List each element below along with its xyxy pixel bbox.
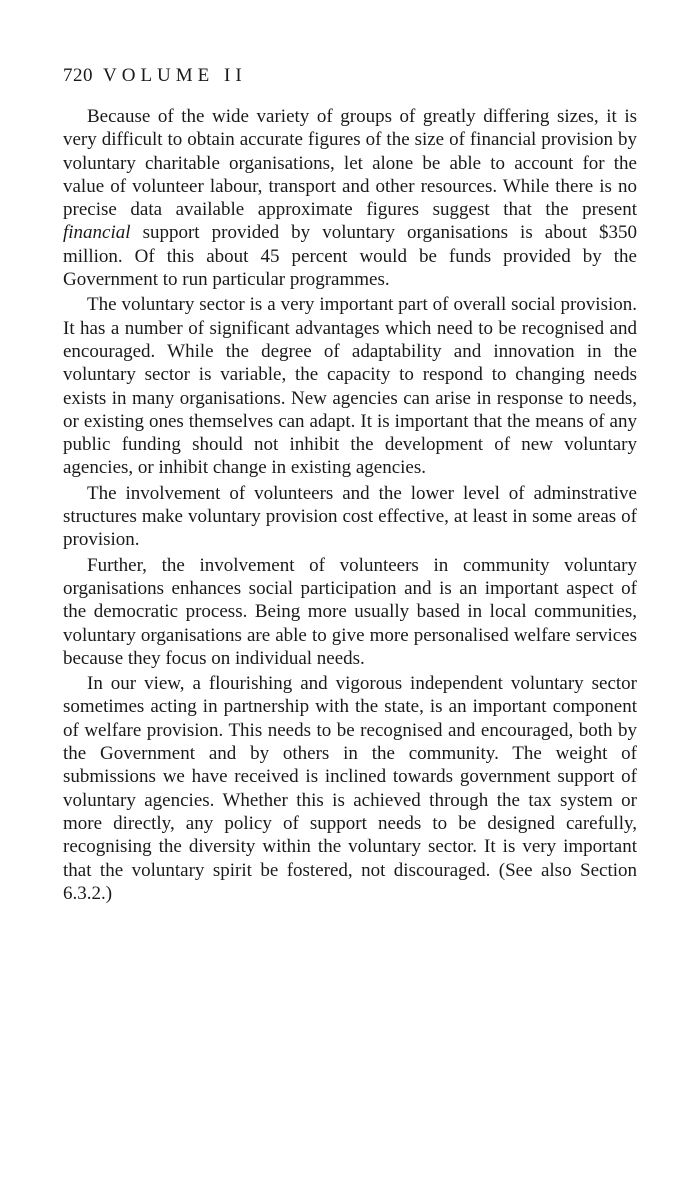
- paragraph-text: Because of the wide variety of groups of greatly differing sizes, it is very difficult to obtain accurate figures of the size of financial provision by voluntary charitable organisations, let alone be able to account for the value of volunteer labour, transport and other resources. While there is no precise data available approximate figures suggest that the present: [63, 106, 637, 221]
- paragraph-partnership-view: In our view, a flourishing and vigorous independent voluntary sector sometimes acting in partnership with the state, is an important component of welfare provision. This needs to be recognised and encouraged, both by the Government and by others in the community. The weight of submissions we have received is inclined towards government support of voluntary agencies. Whether this is achieved through the tax system or more directly, any policy of support needs to be designed carefully, recognising the diversity within the voluntary sector. It is very important that the voluntary spirit be fostered, not discouraged. (See also Section 6.3.2.): [63, 673, 637, 904]
- volume-label: VOLUME II: [103, 65, 247, 86]
- paragraph-voluntary-sector-importance: The voluntary sector is a very important part of overall social provision. It has a number of significant advantages which need to be recognised and encouraged. While the degree of adaptability and innovation in the voluntary sector is variable, the capacity to respond to changing needs exists in many organisations. New agencies can arise in response to needs, or existing ones themselves can adapt. It is important that the means of any public funding should not inhibit the development of new voluntary agencies, or inhibit change in existing agencies.: [63, 294, 637, 479]
- paragraph-social-participation: Further, the involvement of volunteers in community voluntary organisations enhances social participation and is an important aspect of the democratic process. Being more usually based in local communities, voluntary organisations are able to give more personalised welfare services because they focus on individual needs.: [63, 554, 637, 669]
- paragraph-cost-effectiveness: The involvement of volunteers and the lower level of adminstrative structures make voluntary provision cost effective, at least in some areas of provision.: [63, 482, 637, 551]
- paragraph-funding-figures: [63, 105, 637, 291]
- running-head: [63, 64, 247, 88]
- page-number: 720: [63, 65, 93, 86]
- paragraph-text: support provided by voluntary organisations is about $350 million. Of this about 45 percent would be funds provided by the Government to run particular programmes.: [63, 222, 637, 291]
- emphasized-word: financial: [63, 222, 131, 244]
- body-text: [63, 105, 637, 905]
